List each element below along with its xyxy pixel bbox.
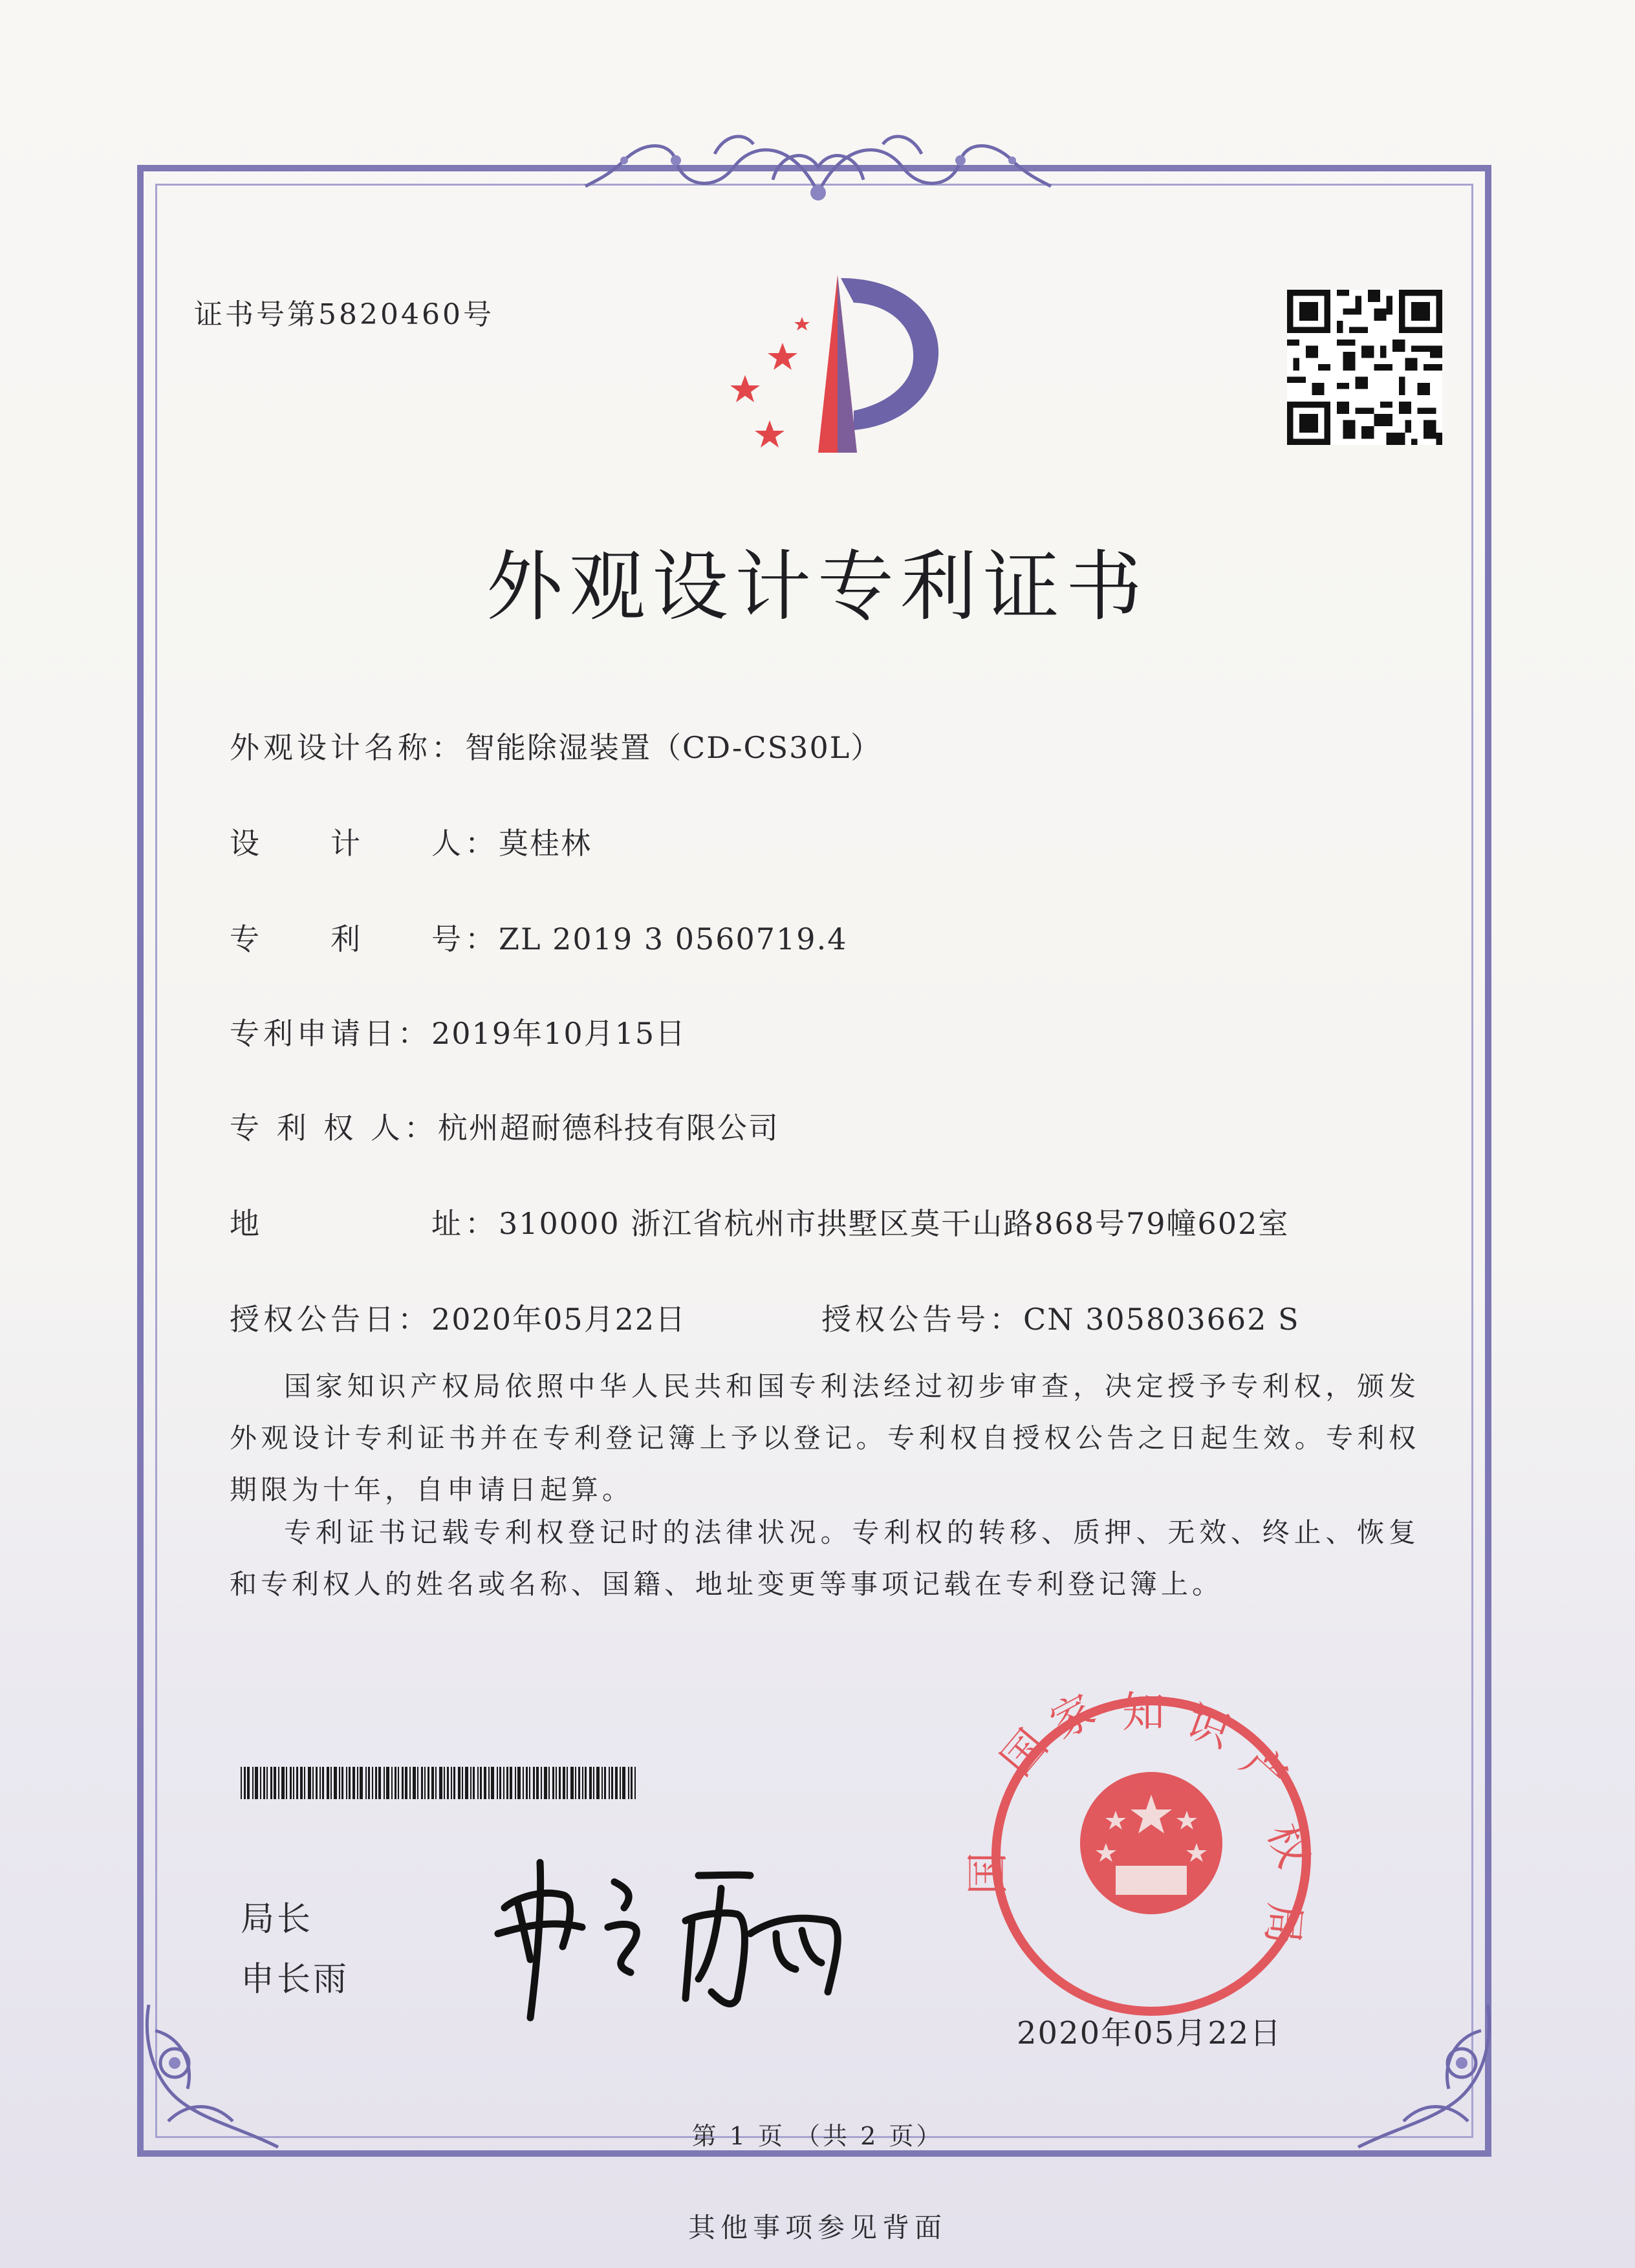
footer-note: 其他事项参见背面 [688, 2212, 947, 2243]
grant-number-row [821, 1296, 1300, 1339]
signatory-name: 申长雨 [241, 1960, 350, 1999]
address-value: 310000 浙江省杭州市拱墅区莫干山路868号79幢602室 [499, 1206, 1290, 1241]
official-seal [963, 1681, 1319, 2044]
svg-text:国: 国 [963, 1852, 1013, 1895]
certificate-title: 外观设计专利证书 [486, 542, 1149, 631]
svg-text:产: 产 [1231, 1736, 1297, 1802]
patent-number-value: ZL 2019 3 0560719.4 [499, 922, 848, 956]
seal-date: 2020年05月22日 [1017, 2015, 1283, 2051]
patent-office-emblem [705, 265, 951, 459]
patent-number-row [230, 916, 847, 958]
svg-text:局: 局 [1257, 1900, 1310, 1948]
design-name-label: 外观设计名称： [230, 730, 465, 765]
qr-code [1287, 290, 1442, 445]
design-name-row [230, 724, 882, 767]
address-row [230, 1200, 1289, 1243]
address-label: 地 址： [230, 1206, 499, 1241]
svg-text:国: 国 [991, 1720, 1057, 1786]
svg-text:权: 权 [1257, 1817, 1319, 1874]
grant-date-row [230, 1296, 686, 1339]
application-date-label: 专利申请日： [230, 1016, 431, 1051]
legal-status-paragraph: 专利证书记载专利权登记时的法律状况。专利权的转移、质押、无效、终止、恢复和专利权人的姓名或名称、国籍、地址变更等事项记载在专利登记簿上。 [230, 1517, 1420, 1600]
designer-row [230, 820, 592, 863]
patent-number-label: 专 利 号： [230, 922, 499, 956]
top-ornament [585, 115, 1051, 212]
design-name-value: 智能除湿装置（CD-CS30L） [465, 730, 882, 765]
barcode [241, 1767, 636, 1799]
certificate-number: 证书号第5820460号 [194, 298, 494, 331]
grant-date-value: 2020年05月22日 [431, 1302, 687, 1337]
grant-statement-paragraph: 国家知识产权局依照中华人民共和国专利法经过初步审查，决定授予专利权，颁发外观设计专利证书并在专利登记簿上予以登记。专利权自授权公告之日起生效。专利权期限为十年，自申请日起算。 [230, 1370, 1420, 1506]
grant-date-label: 授权公告日： [230, 1302, 431, 1337]
signatory-title: 局长 [241, 1900, 314, 1939]
handwritten-signature [492, 1850, 854, 2031]
svg-text:识: 识 [1180, 1696, 1237, 1758]
designer-label: 设 计 人： [230, 826, 499, 861]
svg-text:知: 知 [1122, 1687, 1165, 1737]
grant-number-value: CN 305803662 S [1023, 1302, 1300, 1337]
application-date-value: 2019年10月15日 [431, 1016, 687, 1051]
patentee-value: 杭州超耐德科技有限公司 [437, 1110, 779, 1145]
designer-value: 莫桂林 [499, 826, 592, 861]
svg-text:家: 家 [1042, 1685, 1103, 1749]
patentee-row [230, 1105, 779, 1147]
patentee-label: 专 利 权 人： [230, 1110, 438, 1145]
application-date-row [230, 1010, 686, 1053]
page-number: 第 1 页 （共 2 页） [691, 2122, 944, 2150]
grant-number-label: 授权公告号： [821, 1302, 1023, 1337]
